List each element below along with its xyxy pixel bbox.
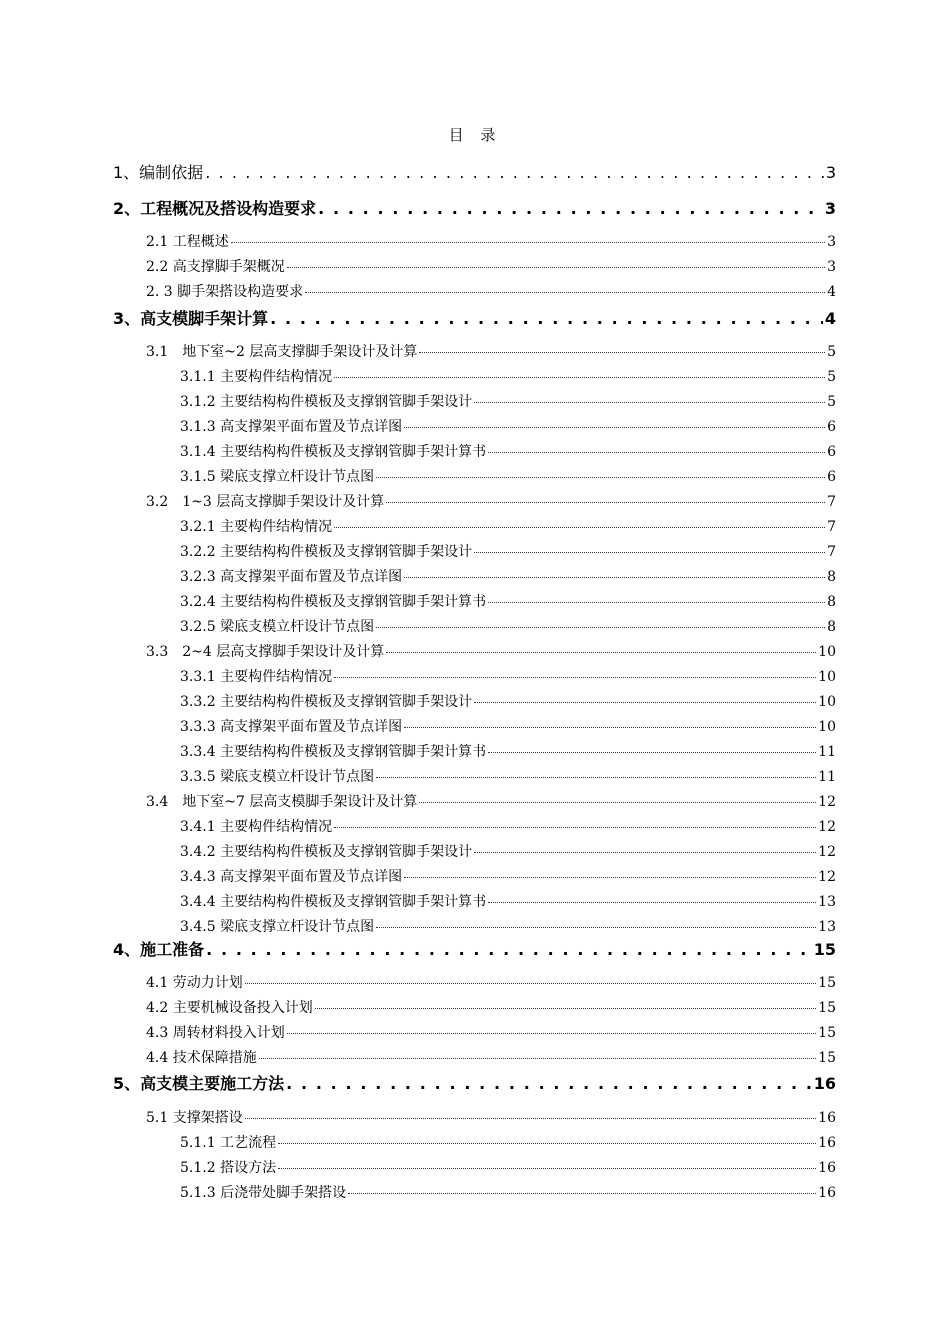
toc-entry[interactable] [113,196,836,219]
toc-entry[interactable] [180,1182,836,1202]
dot-leader [474,688,816,703]
dot-leader [376,613,825,628]
toc-entry-page-number: 8 [827,619,836,635]
toc-entry-page-number: 8 [827,594,836,610]
toc-entry[interactable] [180,441,836,461]
toc-entry-page-number: 6 [827,444,836,460]
toc-entry[interactable] [146,641,836,661]
toc-entry-label: 3.1.2 主要结构构件模板及支撑钢管脚手架设计 [180,394,473,410]
toc-entry-page-number: 10 [818,694,836,710]
toc-entry[interactable] [146,491,836,511]
dot-leader [474,838,816,853]
toc-entry-page-number: 6 [827,469,836,485]
toc-entry-label: 3.2 1~3 层高支撑脚手架设计及计算 [146,494,385,510]
dot-leader [278,1129,816,1144]
toc-entry[interactable] [113,1071,836,1094]
toc-entry[interactable] [146,256,836,276]
toc-entry-label: 3.1 地下室~2 层高支撑脚手架设计及计算 [146,344,418,360]
toc-entry-page-number: 15 [818,1000,836,1016]
toc-entry-page-number: 13 [818,894,836,910]
toc-entry-label: 3.2.3 高支撑架平面布置及节点详图 [180,569,403,585]
toc-entry-page-number: 10 [818,669,836,685]
dot-leader [245,969,816,984]
toc-entry[interactable] [180,591,836,611]
toc-entry[interactable] [146,1022,836,1042]
toc-entry[interactable] [180,766,836,786]
toc-entry-page-number: 12 [818,844,836,860]
toc-entry[interactable] [180,466,836,486]
toc-entry-page-number: 16 [813,1074,836,1093]
dot-leader [376,763,816,778]
toc-entry-label: 5、高支模主要施工方法 [113,1074,285,1093]
toc-entry-page-number: 6 [827,419,836,435]
toc-entry-page-number: 5 [827,344,836,360]
toc-entry-label: 3.1.1 主要构件结构情况 [180,369,333,385]
toc-entry-page-number: 8 [827,569,836,585]
toc-entry[interactable] [180,391,836,411]
toc-title: 目 录 [448,126,502,144]
toc-entry-label: 3.3.4 主要结构构件模板及支撑钢管脚手架计算书 [180,744,487,760]
toc-entry-page-number: 3 [824,199,836,218]
toc-entry-page-number: 10 [818,719,836,735]
dot-leader [376,463,825,478]
dot-leader [404,713,816,728]
dot-leader [404,863,816,878]
toc-entry[interactable] [180,741,836,761]
dot-leader [318,199,823,218]
toc-entry-page-number: 4 [827,284,836,300]
toc-entry-page-number: 11 [818,769,836,785]
toc-entry[interactable] [146,1107,836,1127]
toc-entry[interactable] [180,416,836,436]
toc-entry[interactable] [146,972,836,992]
toc-entry[interactable] [146,791,836,811]
toc-entry-label: 4.4 技术保障措施 [146,1050,257,1066]
dot-leader [488,588,825,603]
toc-entry-page-number: 5 [827,394,836,410]
toc-entry[interactable] [146,281,836,301]
toc-entry-label: 3.2.2 主要结构构件模板及支撑钢管脚手架设计 [180,544,473,560]
toc-entry-page-number: 16 [818,1160,836,1176]
dot-leader [386,638,816,653]
toc-entry[interactable] [180,366,836,386]
toc-entry-page-number: 16 [818,1135,836,1151]
dot-leader [334,363,825,378]
toc-entry-page-number: 10 [818,644,836,660]
toc-entry-label: 3、高支模脚手架计算 [113,309,269,328]
dot-leader [286,1074,812,1093]
dot-leader [334,513,825,528]
toc-entry[interactable] [180,916,836,936]
toc-entry[interactable] [180,841,836,861]
toc-entry-label: 3.2.1 主要构件结构情况 [180,519,333,535]
dot-leader [419,788,816,803]
toc-entry[interactable] [146,341,836,361]
toc-entry[interactable] [180,616,836,636]
toc-entry[interactable] [180,816,836,836]
toc-entry-label: 4.3 周转材料投入计划 [146,1025,285,1041]
dot-leader [287,1019,816,1034]
toc-entry-label: 5.1 支撑架搭设 [146,1110,243,1126]
dot-leader [270,309,823,328]
toc-entry-label: 3.4.4 主要结构构件模板及支撑钢管脚手架计算书 [180,894,487,910]
dot-leader [334,813,816,828]
toc-entry-page-number: 12 [818,794,836,810]
toc-entry-label: 2.2 高支撑脚手架概况 [146,259,285,275]
dot-leader [315,994,816,1009]
toc-entry[interactable] [180,891,836,911]
dot-leader [404,413,825,428]
toc-entry[interactable] [180,866,836,886]
toc-entry-page-number: 4 [824,309,836,328]
toc-entry[interactable] [146,1047,836,1067]
dot-leader [386,488,825,503]
toc-entry-page-number: 15 [818,975,836,991]
toc-entry-label: 5.1.3 后浇带处脚手架搭设 [180,1185,347,1201]
toc-entry-label: 3.1.3 高支撑架平面布置及节点详图 [180,419,403,435]
dot-leader [287,253,825,268]
toc-entry-page-number: 15 [818,1025,836,1041]
toc-entry-label: 2. 3 脚手架搭设构造要求 [146,284,304,300]
toc-entry-page-number: 7 [827,544,836,560]
dot-leader [488,438,825,453]
toc-entry-page-number: 3 [827,234,836,250]
toc-entry-label: 5.1.2 搭设方法 [180,1160,277,1176]
toc-entry-page-number: 15 [813,940,836,959]
toc-entry-label: 3.4 地下室~7 层高支模脚手架设计及计算 [146,794,418,810]
toc-entry[interactable] [180,691,836,711]
dot-leader [419,338,825,353]
toc-entry-label: 3.3.5 梁底支模立杆设计节点图 [180,769,375,785]
toc-entry[interactable] [180,516,836,536]
toc-entry-label: 2.1 工程概述 [146,234,229,250]
toc-entry-page-number: 7 [827,494,836,510]
dot-leader [231,228,825,243]
toc-entry-label: 3.4.2 主要结构构件模板及支撑钢管脚手架设计 [180,844,473,860]
toc-entry[interactable] [180,566,836,586]
toc-entry-page-number: 7 [827,519,836,535]
toc-entry[interactable] [146,231,836,251]
toc-entry[interactable] [113,937,836,960]
toc-entry[interactable] [113,306,836,329]
toc-entry-label: 4、施工准备 [113,940,205,959]
toc-entry-label: 3.3 2~4 层高支撑脚手架设计及计算 [146,644,385,660]
toc-entry-page-number: 5 [827,369,836,385]
dot-leader [245,1104,816,1119]
toc-entry-page-number: 15 [818,1050,836,1066]
dot-leader [404,563,825,578]
toc-entry-label: 4.1 劳动力计划 [146,975,243,991]
toc-entry-label: 3.2.5 梁底支模立杆设计节点图 [180,619,375,635]
toc-entry-label: 1、编制依据 [113,163,204,182]
dot-leader [206,940,812,959]
toc-entry-page-number: 12 [818,819,836,835]
toc-entry-label: 3.3.1 主要构件结构情况 [180,669,333,685]
toc-entry-page-number: 11 [818,744,836,760]
toc-entry[interactable] [180,716,836,736]
toc-entry[interactable] [146,997,836,1017]
toc-entry[interactable] [113,160,836,183]
toc-entry-page-number: 16 [818,1185,836,1201]
toc-entry-page-number: 16 [818,1110,836,1126]
toc-entry-page-number: 13 [818,919,836,935]
toc-entry-label: 3.3.2 主要结构构件模板及支撑钢管脚手架设计 [180,694,473,710]
dot-leader [259,1044,816,1059]
toc-entry-label: 5.1.1 工艺流程 [180,1135,277,1151]
dot-leader [278,1154,816,1169]
toc-entry-label: 4.2 主要机械设备投入计划 [146,1000,313,1016]
dot-leader [474,538,825,553]
toc-entry-page-number: 3 [827,259,836,275]
toc-entry-label: 3.4.5 梁底支撑立杆设计节点图 [180,919,375,935]
toc-entry[interactable] [180,666,836,686]
dot-leader [474,388,825,403]
toc-entry[interactable] [180,1157,836,1177]
toc-entry-label: 3.4.1 主要构件结构情况 [180,819,333,835]
dot-leader [488,738,816,753]
dot-leader [488,888,816,903]
toc-entry[interactable] [180,1132,836,1152]
toc-entry-label: 3.4.3 高支撑架平面布置及节点详图 [180,869,403,885]
dot-leader [334,663,816,678]
toc-entry-page-number: 12 [818,869,836,885]
toc-entry-page-number: 3 [825,163,836,182]
toc-entry-label: 3.3.3 高支撑架平面布置及节点详图 [180,719,403,735]
dot-leader [205,163,824,182]
toc-entry[interactable] [180,541,836,561]
toc-entry-label: 2、工程概况及搭设构造要求 [113,199,317,218]
dot-leader [348,1179,816,1194]
toc-entry-label: 3.1.5 梁底支撑立杆设计节点图 [180,469,375,485]
dot-leader [305,278,825,293]
toc-entry-label: 3.1.4 主要结构构件模板及支撑钢管脚手架计算书 [180,444,487,460]
toc-entry-label: 3.2.4 主要结构构件模板及支撑钢管脚手架计算书 [180,594,487,610]
dot-leader [376,913,816,928]
